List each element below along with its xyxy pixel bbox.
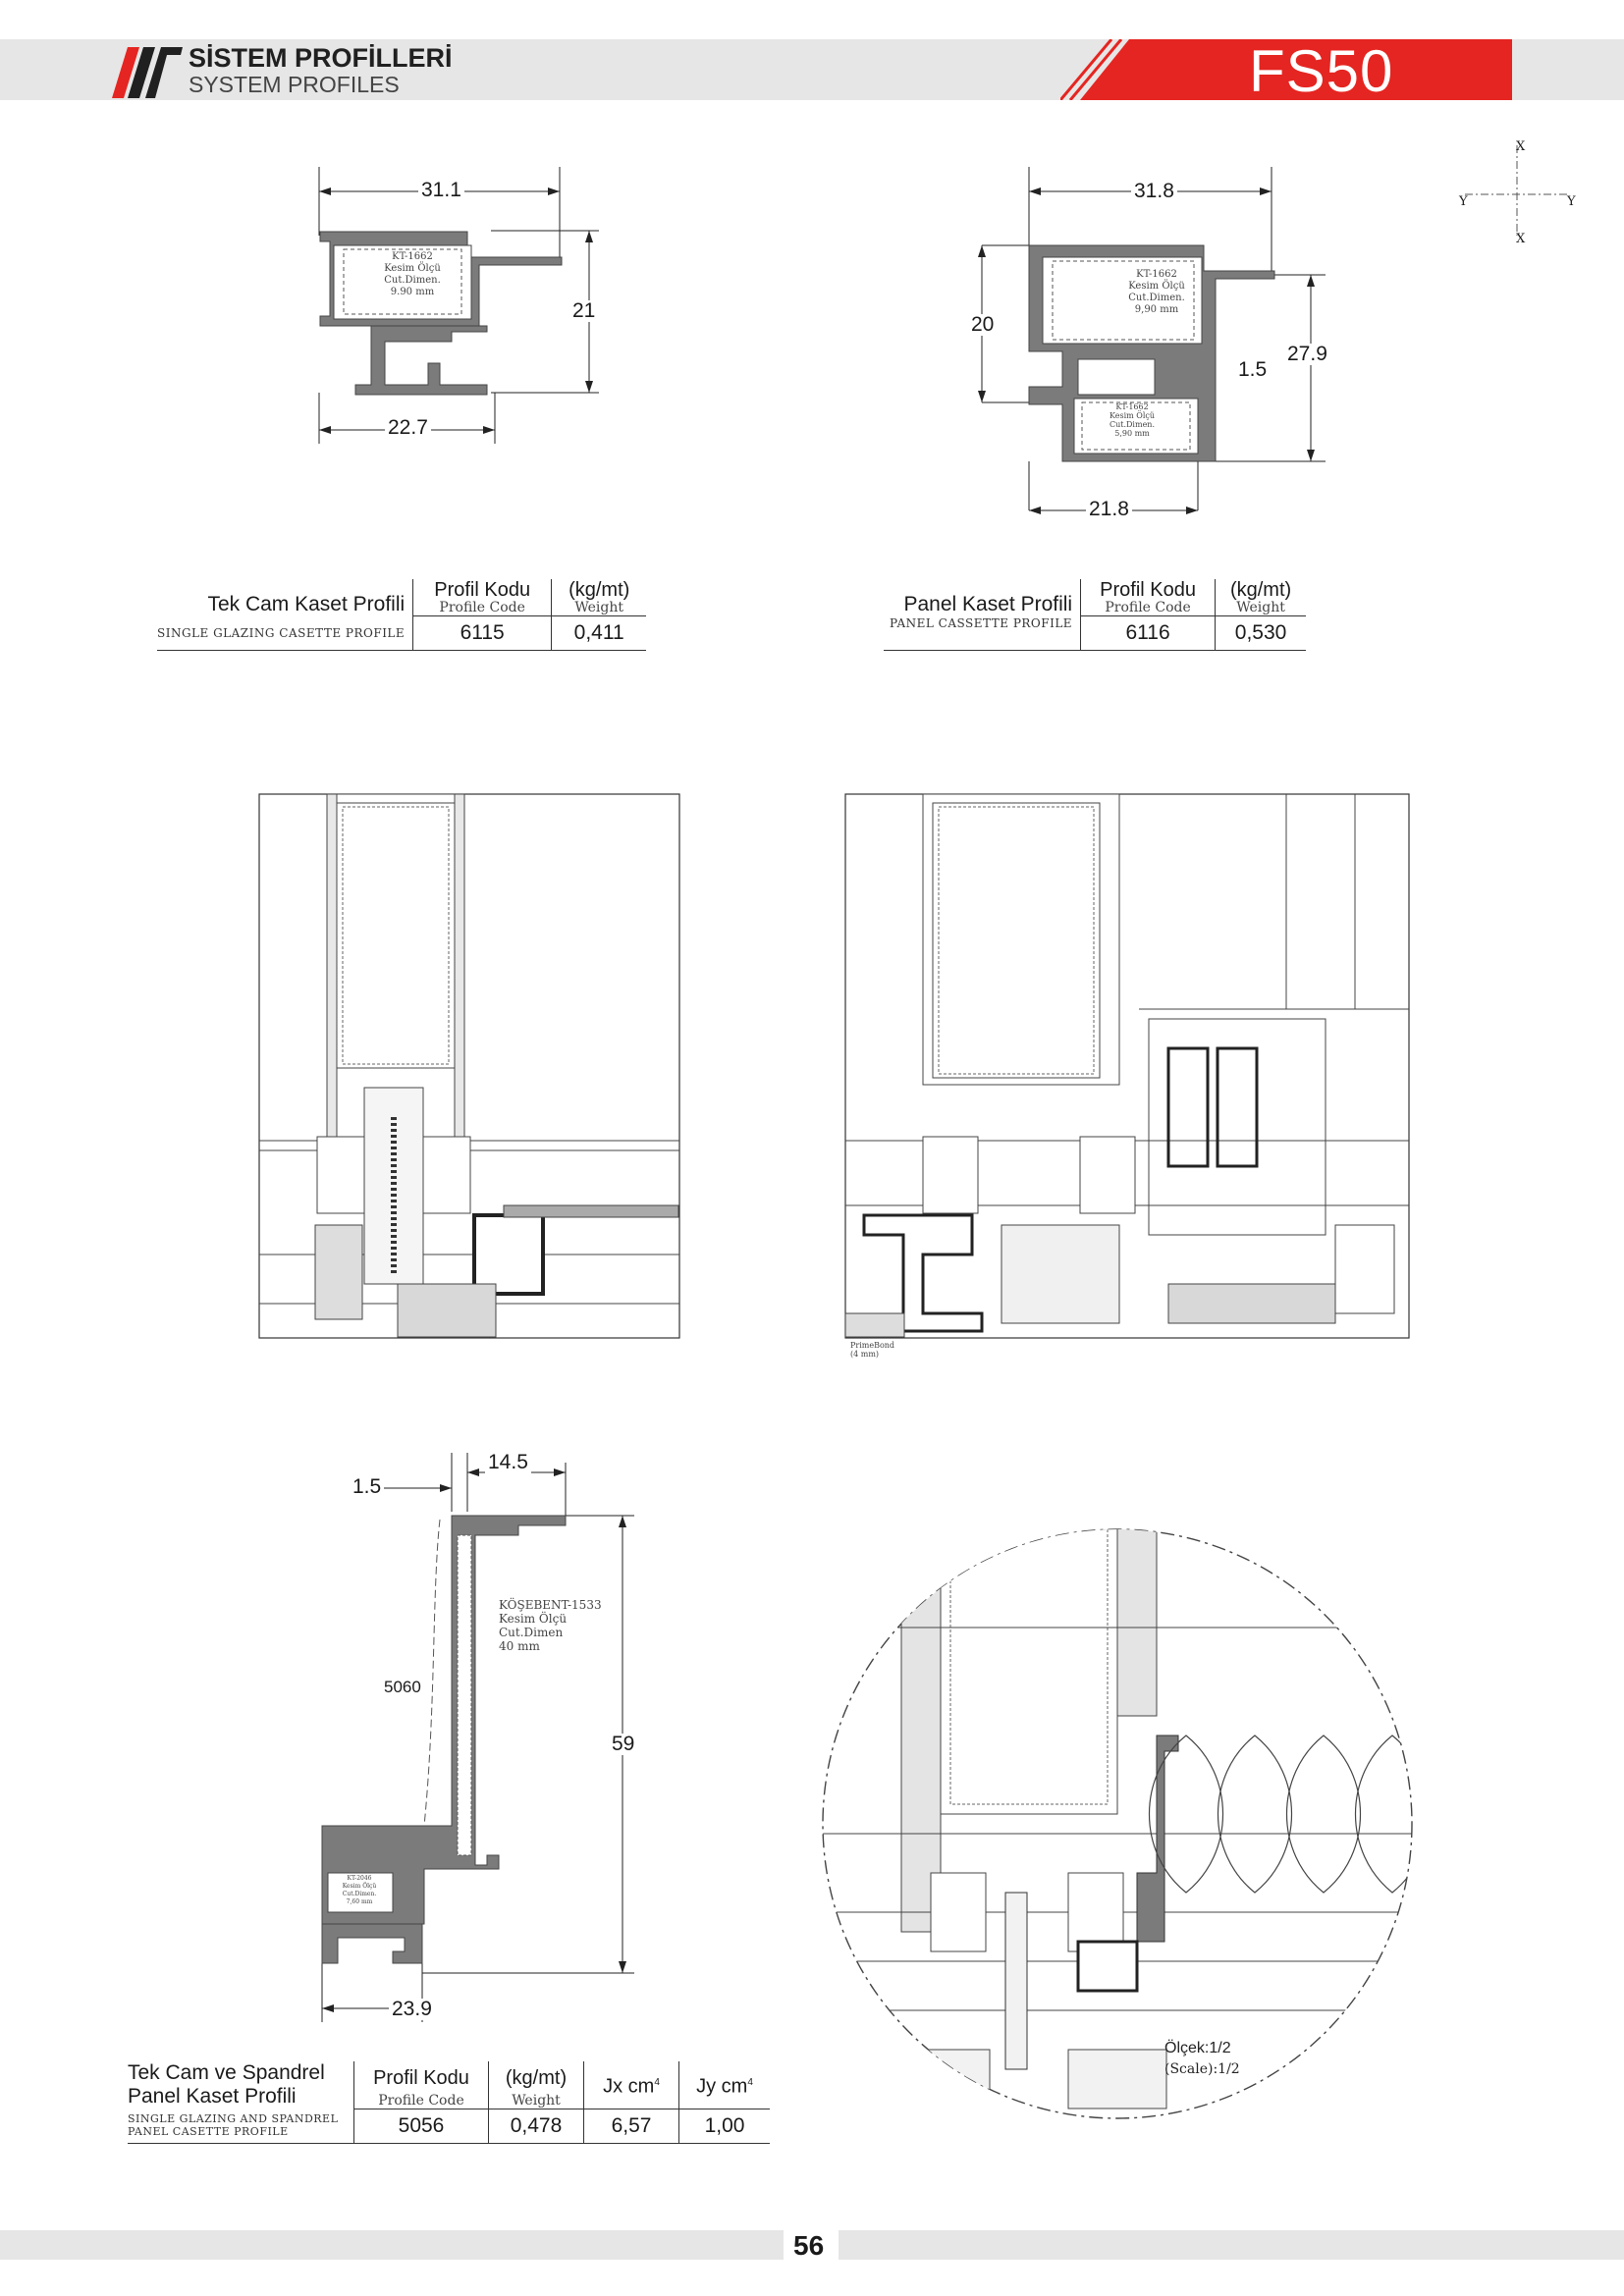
- code-label-en: Profile Code: [354, 2089, 489, 2109]
- profile-5056-name-en-1: SINGLE GLAZING AND SPANDREL: [128, 2112, 339, 2126]
- cut-note-5056: KÖŞEBENT-1533 Kesim Ölçü Cut.Dimen 40 mm: [499, 1598, 602, 1653]
- profile-6116-code: 6116: [1081, 616, 1216, 651]
- section-drawing-left: [258, 793, 680, 1339]
- scale-label-en: (Scale):1/2: [1164, 2061, 1240, 2077]
- header-title-en: SYSTEM PROFILES: [189, 72, 400, 97]
- dim-6116-bottom: 21.8: [1086, 499, 1132, 520]
- jx-exp: 4: [654, 2076, 660, 2088]
- profile-6116-weight: 0,530: [1216, 616, 1307, 651]
- dim-6115-bottom: 22.7: [385, 417, 431, 439]
- weight-label: (kg/mt): [489, 2061, 584, 2089]
- profile-6116-name-en: PANEL CASSETTE PROFILE: [884, 616, 1081, 651]
- dim-6115-top: 31.1: [418, 180, 464, 201]
- profile-5056-jy: 1,00: [679, 2109, 771, 2143]
- profile-5056-name-1: Tek Cam ve Spandrel: [128, 2061, 325, 2084]
- spec-table-6116: [884, 579, 1306, 651]
- weight-label: (kg/mt): [1216, 579, 1307, 601]
- weight-label-en: Weight: [489, 2089, 584, 2109]
- code-label: Profil Kodu: [354, 2061, 489, 2089]
- spec-table-5056: [128, 2061, 770, 2144]
- code-label: Profil Kodu: [1081, 579, 1216, 601]
- page-number: 56: [793, 2230, 825, 2261]
- code-label: Profil Kodu: [413, 579, 552, 601]
- profile-6115-name-en: SINGLE GLAZING CASETTE PROFILE: [157, 616, 413, 651]
- axis-x-bottom: X: [1516, 232, 1526, 246]
- spec-table-6115: [157, 579, 646, 651]
- weight-label-en: Weight: [552, 601, 647, 616]
- dim-5056-bottom: 23.9: [389, 1999, 435, 2020]
- cut-note-6116-lower: KT-1662 Kesim Ölçü Cut.Dimen. 5,90 mm: [1109, 402, 1156, 438]
- profile-5056-weight: 0,478: [489, 2109, 584, 2143]
- jy-label: Jy cm: [696, 2075, 748, 2098]
- scale-label: Ölçek:1/2: [1164, 2040, 1231, 2056]
- axis-y-left: Y: [1459, 194, 1468, 209]
- dim-5056-top: 14.5: [485, 1452, 531, 1473]
- profile-6115-drawing: [295, 167, 609, 452]
- profile-5056-name-en-2: PANEL CASETTE PROFILE: [128, 2125, 289, 2139]
- cut-note-6116-upper: KT-1662 Kesim Ölçü Cut.Dimen. 9,90 mm: [1128, 269, 1185, 315]
- dim-5056-height: 59: [609, 1734, 637, 1755]
- profile-6115-code: 6115: [413, 616, 552, 651]
- dim-5056-side: 5060: [381, 1677, 424, 1698]
- profile-6115-weight: 0,411: [552, 616, 647, 651]
- dim-5056-lip: 1.5: [350, 1476, 384, 1498]
- detail-circle-drawing: [813, 1520, 1422, 2128]
- section-drawing-right: [844, 793, 1410, 1339]
- profile-5056-drawing: [314, 1453, 638, 2022]
- header-title-tr: SİSTEM PROFİLLERİ: [189, 43, 453, 73]
- profile-5056-name-2: Panel Kaset Profili: [128, 2085, 297, 2108]
- company-logo-icon: [106, 39, 185, 100]
- jx-label: Jx cm: [603, 2075, 655, 2098]
- dim-6116-gap: 1.5: [1235, 359, 1270, 381]
- dim-6116-top: 31.8: [1131, 181, 1177, 202]
- profile-5056-code: 5056: [354, 2109, 489, 2143]
- weight-label-en: Weight: [1216, 601, 1307, 616]
- cut-note-6115: KT-1662 Kesim Ölçü Cut.Dimen. 9.90 mm: [384, 251, 441, 297]
- primebond-note: PrimeBond (4 mm): [850, 1341, 895, 1359]
- profile-6116-name: Panel Kaset Profili: [903, 592, 1073, 615]
- dim-6116-left-height: 20: [968, 314, 997, 336]
- profile-6115-name: Tek Cam Kaset Profili: [207, 592, 406, 615]
- axis-x-top: X: [1516, 139, 1526, 154]
- dim-6115-height: 21: [569, 300, 598, 322]
- model-code: FS50: [1249, 38, 1394, 104]
- profile-5056-jx: 6,57: [584, 2109, 679, 2143]
- weight-label: (kg/mt): [552, 579, 647, 601]
- dim-6116-right-height: 27.9: [1284, 344, 1330, 365]
- profile-6116-drawing: [962, 167, 1335, 530]
- code-label-en: Profile Code: [413, 601, 552, 616]
- axis-y-right: Y: [1567, 194, 1576, 209]
- cut-note-5056-small: KT-2046 Kesim Ölçü Cut.Dimen. 7,60 mm: [342, 1875, 377, 1905]
- jy-exp: 4: [747, 2076, 753, 2088]
- code-label-en: Profile Code: [1081, 601, 1216, 616]
